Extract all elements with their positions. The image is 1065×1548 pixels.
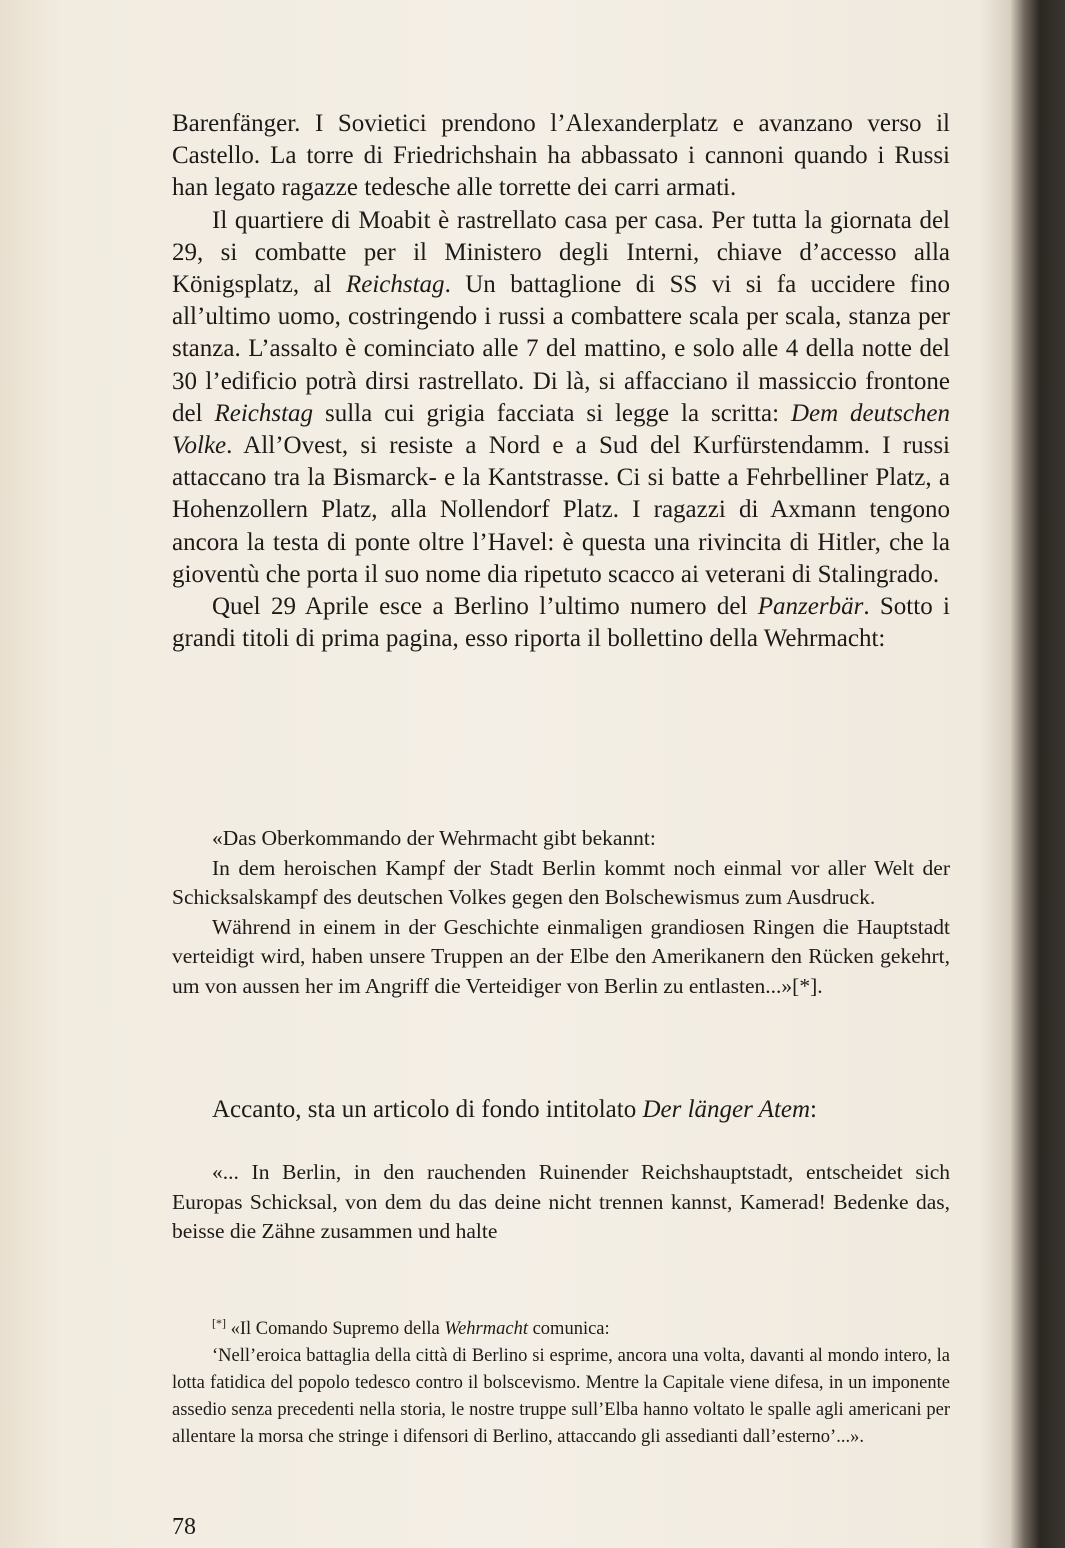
article-quote [172, 1158, 950, 1247]
quote-line: «... In Berlin, in den rauchenden Ruinender Reichshauptstadt, entscheidet sich Europas Schicksal, von dem du das deine nicht trennen kannst, Kamerad! Bedenke das, beisse die Zähne zusammen und halte [172, 1160, 950, 1243]
quote-line: Während in einem in der Geschichte einmaligen grandiosen Ringen die Hauptstadt verteidigt wird, haben unsere Truppen an der Elbe den Amerikanern den Rücken gekehrt, um von aussen her im Angriff die Verteidiger von Berlin zu entlasten...»[*]. [172, 914, 950, 998]
paragraph-2: Il quartiere di Moabit è rastrellato casa per casa. Per tutta la giornata del 29, si combatte per il Ministero degli Interni, chiave d’accesso alla Königsplatz, al Reichstag. Un battaglione di SS vi si fa uccidere fino all’ultimo uomo, costringendo i russi a combattere scala per scala, stanza per stanza. L’assalto è cominciato alle 7 del mattino, e solo alle 4 della notte del 30 l’edificio potrà dirsi rastrellato. Di là, si affacciano il massiccio frontone del Reichstag sulla cui grigia facciata si legge la scritta: Dem deutschen Volke. All’Ovest, si resiste a Nord e a Sud del Kurfürstendamm. I russi attaccano tra la Bismarck- e la Kantstrasse. Ci si batte a Fehrbelliner Platz, a Hohenzollern Platz, alla Nollendorf Platz. I ragazzi di Axmann tengono ancora la testa di ponte oltre l’Havel: è questa una rivincita di Hitler, che la gioventù che porta il suo nome dia ripetuto scacco ai veterani di Stalingrado. [172, 206, 951, 588]
paragraph-1: Barenfänger. I Sovietici prendono l’Alexanderplatz e avanzano verso il Castello. La torre di Friedrichshain ha abbassato i cannoni quando i Russi han legato ragazze tedesche alle torrette dei carri armati. [172, 110, 950, 202]
paragraph-3: Quel 29 Aprile esce a Berlino l’ultimo numero del Panzerbär. Sotto i grandi titoli di prima pagina, esso riporta il bollettino della Wehrmacht: [172, 593, 950, 653]
wehrmacht-italic: Wehrmacht [444, 1319, 528, 1339]
footnote: [*] «Il Comando Supremo della Wehrmacht comunica: ‘Nell’eroica battaglia della città di Berlino si esprime, ancora una volta, davanti al mondo intero, la lotta fatidica del popolo tedesco contro il bolscevismo. Mentre la Capitale viene difesa, in un imponente assedio senza precedenti nella storia, le nostre truppe sull’Elba hanno voltato le spalle agli americani per allentare la morsa che stringe i difensori di Berlino, attaccando gli assedianti dall’esterno’...». [172, 1316, 950, 1451]
inscription-italic: Dem deutschen Volke [172, 399, 951, 460]
footnote-marker: [*] [212, 1315, 226, 1330]
quote-line: «Das Oberkommando der Wehrmacht gibt bekannt: [212, 826, 656, 850]
article-lead: Accanto, sta un articolo di fondo intitolato Der länger Atem: [212, 1096, 817, 1123]
quote-line: In dem heroischen Kampf der Stadt Berlin kommt noch einmal vor aller Welt der Schicksalskampf des deutschen Volkes gegen den Bolschewismus zum Ausdruck. [172, 855, 950, 909]
main-text [172, 108, 950, 655]
reichstag-italic: Reichstag [345, 271, 445, 299]
page-number: 78 [172, 1514, 196, 1540]
article-title: Der länger Atem [642, 1096, 811, 1123]
footnote-text: ‘Nell’eroica battaglia della città di Berlino si esprime, ancora una volta, davanti al mondo intero, la lotta fatidica del popolo tedesco contro il bolscevismo. Mentre la Capitale viene difesa, in un imponente assedio senza precedenti nella storia, le nostre truppe sull’Elba hanno voltato le spalle agli americani per allentare la morsa che stringe i difensori di Berlino, attaccando gli assedianti dall’esterno’...». [172, 1346, 950, 1447]
newspaper-title: Panzerbär [757, 593, 864, 621]
reichstag-italic: Reichstag [214, 399, 314, 427]
wehrmacht-bulletin-quote [172, 824, 950, 1001]
